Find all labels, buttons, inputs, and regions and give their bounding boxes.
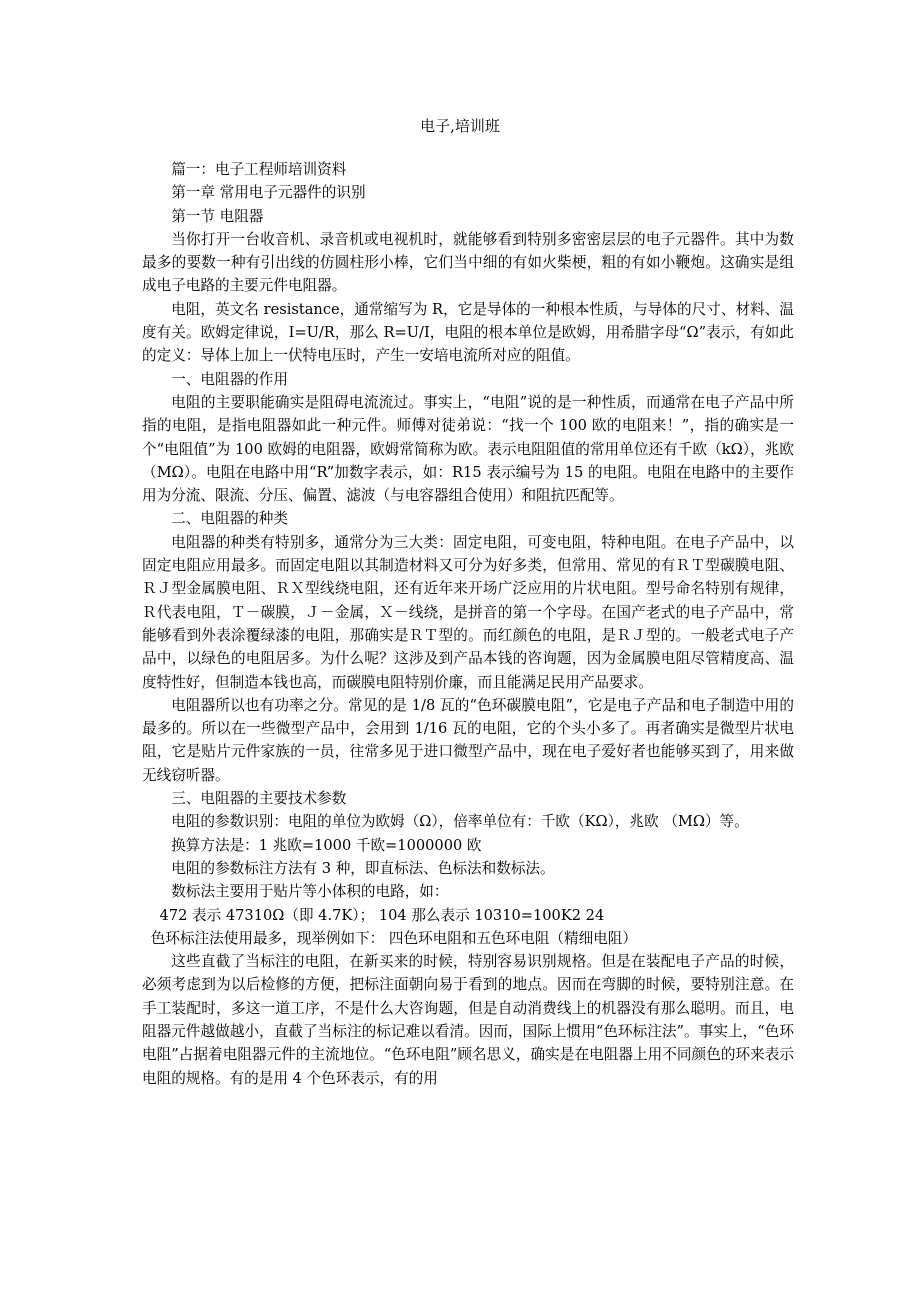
subheading-resistor-function: 一、电阻器的作用 [171,370,288,388]
section-heading-resistor: 第一节 电阻器 [171,207,264,225]
body-paragraph: 电阻，英文名 resistance，通常缩写为 R，它是导体的一种根本性质，与导体的尺寸、材料、温度有关。欧姆定律说，I=U/R，那么 R=U/I，电阻的根本单位是欧姆，用希腊字母“Ω”表示，有如此的定义：导体上加上一伏特电压时，产生一安培电流所对应的阻值。 [142,300,794,365]
body-paragraph: 数标法主要用于贴片等小体积的电路，如： [171,883,449,901]
subheading-resistor-types: 二、电阻器的种类 [171,510,288,528]
body-paragraph: 当你打开一台收音机、录音机或电视机时，就能够看到特别多密密层层的电子元器件。其中为数最多的要数一种有引出线的仿圆柱形小棒，它们当中细的有如火柴梗，粗的有如小鞭炮。这确实是组成电子电路的主要元件电阻器。 [142,230,794,295]
body-paragraph: 电阻的参数标注方法有 3 种，即直标法、色标法和数标法。 [171,859,555,877]
body-paragraph: 电阻器的种类有特别多，通常分为三大类：固定电阻，可变电阻，特种电阻。在电子产品中，以固定电阻应用最多。而固定电阻以其制造材料又可分为好多类，但常用、常见的有ＲＴ型碳膜电阻、ＲＪ型金属膜电阻、ＲＸ型线绕电阻，还有近年来开场广泛应用的片状电阻。型号命名特别有规律，Ｒ代表电阻，Ｔ－碳膜，Ｊ－金属，Ｘ－线绕，是拼音的第一个字母。在国产老式的电子产品中，常能够看到外表涂覆绿漆的电阻，那确实是ＲＴ型的。而红颜色的电阻，是ＲＪ型的。一般老式电子产品中，以绿色的电阻居多。为什么呢？这涉及到产品本钱的咨询题，因为金属膜电阻尽管精度高、温度特性好，但制造本钱也高，而碳膜电阻特别价廉，而且能满足民用产品要求。 [142,533,794,691]
body-paragraph: 472 表示 47310Ω（即 4.7K）； 104 那么表示 10310=100K2 24 [159,906,605,924]
subheading-technical-parameters: 三、电阻器的主要技术参数 [171,790,347,808]
document-body [142,158,794,1090]
body-paragraph: 电阻器所以也有功率之分。常见的是 1/8 瓦的“色环碳膜电阻”，它是电子产品和电子制造中用的最多的。所以在一些微型产品中，会用到 1/16 瓦的电阻，它的个头小多了。再者确实是微型片状电阻，它是贴片元件家族的一员，往常多见于进口微型产品中，现在电子爱好者也能够买到了，用来做无线窃听器。 [142,696,794,784]
body-paragraph: 色环标注法使用最多，现举例如下： 四色环电阻和五色环电阻（精细电阻） [150,929,637,947]
body-paragraph: 这些直截了当标注的电阻，在新买来的时候，特别容易识别规格。但是在装配电子产品的时候，必须考虑到为以后检修的方便，把标注面朝向易于看到的地点。因而在弯脚的时候，要特别注意。在手工装配时，多这一道工序，不是什么大咨询题，但是自动消费线上的机器没有那么聪明。而且，电阻器元件越做越小，直截了当标注的标记难以看清。因而，国际上惯用“色环标注法”。事实上，“色环电阻”占据着电阻器元件的主流地位。“色环电阻”顾名思义，确实是在电阻器上用不同颜色的环来表示电阻的规格。有的是用 4 个色环表示，有的用 [142,953,794,1087]
body-paragraph: 电阻的主要职能确实是阻碍电流流过。事实上，“电阻”说的是一种性质，而通常在电子产品中所指的电阻，是指电阻器如此一种元件。师傅对徒弟说：“找一个 100 欧的电阻来！”，指的确实是一个“电阻值”为 100 欧姆的电阻器，欧姆常简称为欧。表示电阻阻值的常用单位还有千欧（kΩ），兆欧（MΩ）。电阻在电路中用“R”加数字表示，如：R15 表示编号为 15 的电阻。电阻在电路中的主要作用为分流、限流、分压、偏置、滤波（与电容器组合使用）和阻抗匹配等。 [142,393,794,505]
document-title: 电子,培训班 [420,117,500,135]
body-paragraph: 电阻的参数识别：电阻的单位为欧姆（Ω），倍率单位有：千欧（KΩ），兆欧 （MΩ）等。 [171,813,749,831]
chapter-heading: 第一章 常用电子元器件的识别 [171,184,366,202]
body-paragraph: 换算方法是：1 兆欧=1000 千欧=1000000 欧 [171,836,482,854]
section-heading-part-one: 篇一：电子工程师培训资料 [171,161,347,178]
